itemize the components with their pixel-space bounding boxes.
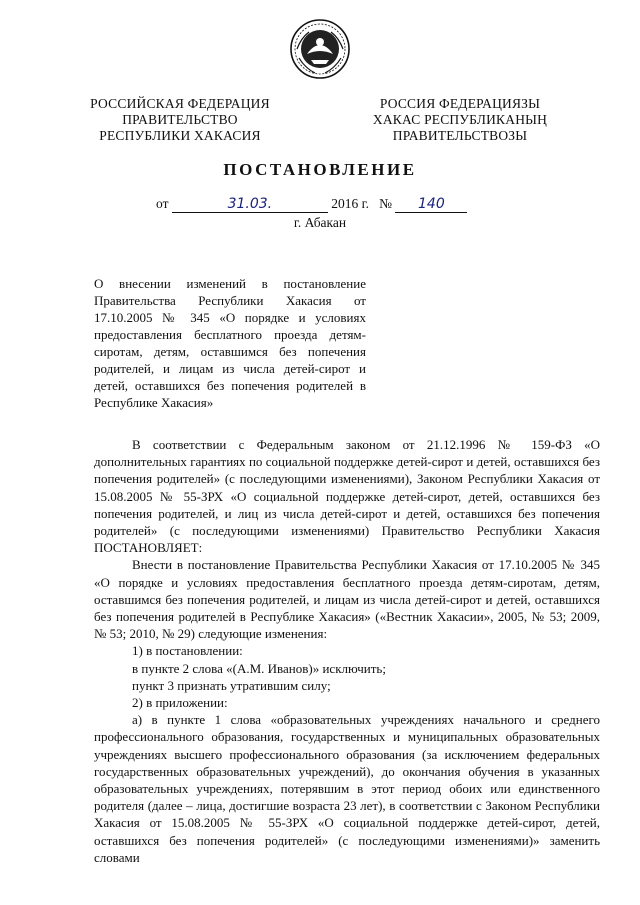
year-value: 2016 г. (331, 196, 369, 211)
header-left-line-1: РОССИЙСКАЯ ФЕДЕРАЦИЯ (90, 96, 270, 111)
header-right-block (350, 96, 570, 144)
coat-of-arms-emblem (289, 18, 351, 80)
header-left-line-3: РЕСПУБЛИКИ ХАКАСИЯ (99, 128, 261, 143)
paragraph-item-a: а) в пункте 1 слова «образовательных учреждениях начального и среднего профессионального образования, государственных и муниципальных образовательных учреждениях высшего профессионального образования (за исключением федеральных государственных образовательных учреждений), до окончания обучения в указанных образовательных учреждениях, потерявшим в этот период обоих или единственного родителя (далее – лица, достигшие возраста 23 лет), в соответствии с Законом Республики Хакасия от 15.08.2005 № 55-ЗРХ «О социальной поддержке детей-сирот, детей, оставшихся без попечения родителей» (с последующими изменениями)» заменить словами (94, 712, 600, 865)
number-value: 140 (395, 197, 467, 213)
list-item: в пункте 2 слова «(А.М. Иванов)» исключить; (132, 660, 386, 676)
date-from-label: от (156, 196, 169, 211)
list-item: пункт 3 признать утратившим силу; (132, 677, 331, 693)
header-left-block (70, 96, 290, 144)
header-right-line-1: РОССИЯ ФЕДЕРАЦИЯЗЫ (379, 96, 541, 111)
date-value: 31.03. (172, 197, 328, 213)
paragraph-preamble: В соответствии с Федеральным законом от 21.12.1996 № 159-ФЗ «О дополнительных гарантиях по социальной поддержке детей-сирот и детей, оставшихся без попечения родителей» (с последующими изменениями), Законом Республики Хакасия от 15.08.2005 № 55-ЗРХ «О социальной поддержке детей-сирот, детей, оставшихся без попечения родителей, и лиц из числа детей-сирот и детей, оставшихся без попечения родителей» (с последующими изменениями) Правительство Республики Хакасия ПОСТАНОВЛЯЕТ: (94, 437, 600, 556)
header-right-line-3: ПРАВИТЕЛЬСТВОЗЫ (392, 128, 528, 143)
dateline (156, 196, 467, 213)
header-right-line-2: ХАКАС РЕСПУБЛИКАНЫҢ (372, 112, 548, 127)
number-label: № (379, 196, 393, 211)
list-item: 2) в приложении: (132, 695, 228, 711)
list-item: 1) в постановлении: (132, 643, 243, 659)
city: г. Абакан (293, 215, 347, 230)
document-title: ПОСТАНОВЛЕНИЕ (223, 160, 417, 179)
paragraph-amendment-intro: Внести в постановление Правительства Республики Хакасия от 17.10.2005 № 345 «О порядке и условиях предоставления бесплатного проезда детям-сиротам, детям, оставшимся без попечения родителей, и лицам из числа детей-сирот и детей, оставшихся без попечения родителей в Республике Хакасия» («Вестник Хакасии», 2005, № 53; 2009, № 53; 2010, № 29) следующие изменения: (94, 557, 600, 642)
header-left-line-2: ПРАВИТЕЛЬСТВО (122, 112, 238, 127)
document-body (94, 436, 600, 866)
document-subject: О внесении изменений в постановление Правительства Республики Хакасия от 17.10.2005 № 345 «О порядке и условиях предоставления бесплатного проезда детям-сиротам, детям, оставшимся без попечения родителей, и лицам из числа детей-сирот и детей, оставшихся без попечения родителей в Республике Хакасия» (94, 276, 366, 410)
